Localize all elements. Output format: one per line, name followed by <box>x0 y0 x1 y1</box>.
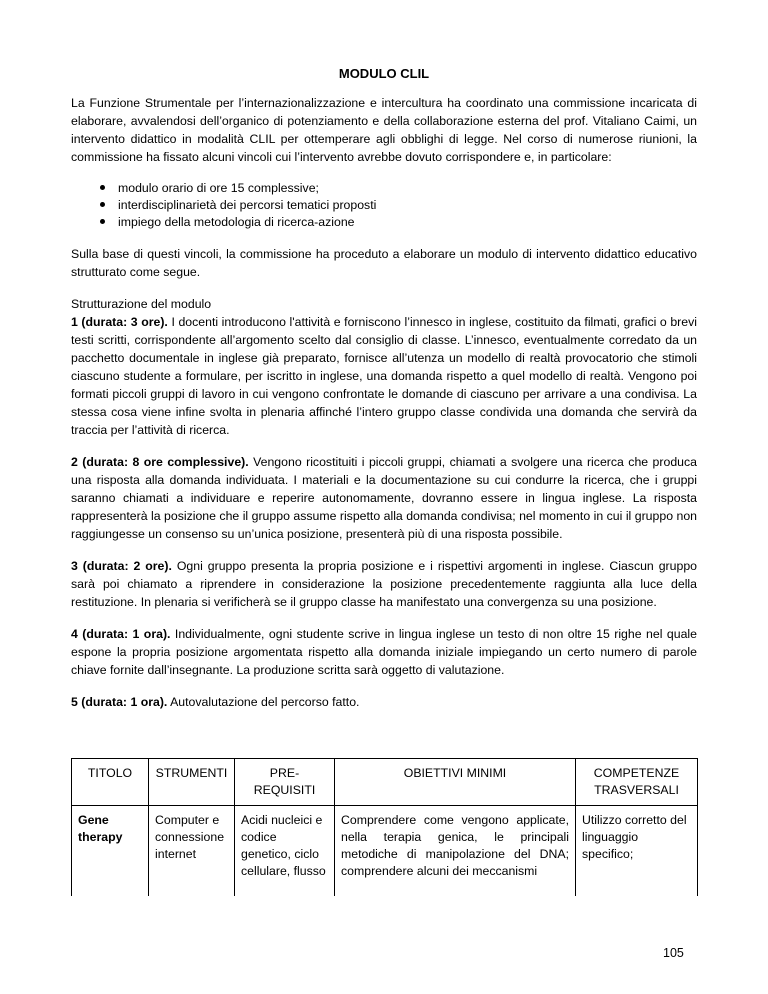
header-titolo: TITOLO <box>72 759 149 806</box>
cell-prerequisiti: Acidi nucleici e codice genetico, ciclo cellulare, flusso <box>235 806 335 897</box>
table-row <box>72 806 698 897</box>
cell-titolo: Gene therapy <box>72 806 149 897</box>
document-page <box>71 64 697 725</box>
intro-paragraph: La Funzione Strumentale per l’internazionalizzazione e intercultura ha coordinato una commissione incaricata di elaborare, avvalendosi dell’organico di potenziamento e della collaborazione esterna del prof. Vitaliano Caimi, un intervento didattico in modalità CLIL per ottemperare agli obblighi di legge. Nel corso di numerose riunioni, la commissione ha fissato alcuni vincoli cui l’intervento avrebbe dovuto corrispondere e, in particolare: <box>71 96 697 164</box>
bullet-icon <box>100 185 105 190</box>
step-4-paragraph <box>71 625 697 679</box>
cell-obiettivi: Comprendere come vengono applicate, nella terapia genica, le principali metodiche di manipolazione del DNA; comprendere alcuni dei meccanismi <box>335 806 576 897</box>
cell-strumenti: Computer e connessione internet <box>149 806 235 897</box>
header-competenze: COMPETENZE TRASVERSALI <box>576 759 698 806</box>
step-3-paragraph <box>71 557 697 611</box>
step-3-text: Ogni gruppo presenta la propria posizione e i rispettivi argomenti in inglese. Ciascun gruppo sarà poi chiamato a riprendere in considerazione la posizione precedentemente raggiunta alla luce della restituzione. In plenaria si verificherà se il gruppo classe ha manifestato una convergenza su una posizione. <box>71 559 697 609</box>
header-prerequisiti: PRE-REQUISITI <box>235 759 335 806</box>
header-obiettivi: OBIETTIVI MINIMI <box>335 759 576 806</box>
after-bullets-paragraph: Sulla base di questi vincoli, la commissione ha proceduto a elaborare un modulo di intervento didattico educativo strutturato come segue. <box>71 247 697 279</box>
header-strumenti: STRUMENTI <box>149 759 235 806</box>
table-header-row <box>72 759 698 806</box>
list-item: impiego della metodologia di ricerca-azione <box>71 214 697 231</box>
step-1-text: I docenti introducono l'attività e forniscono l’innesco in inglese, costituito da filmati, grafici o brevi testi scritti, corrispondente all’argomento scelto dal consiglio di classe. L’innesco, eventualmente corredato da un pacchetto documentale in inglese già preparato, fornisce all’utenza un modello di realtà provocatorio che stimoli ciascuno studente a formulare, per iscritto in inglese, una domanda rispetto a quel modello di realtà. Vengono poi formati piccoli gruppi di lavoro in cui vengono confrontate le domande di ciascuno per arrivare a una condivisa. La stessa cosa viene infine svolta in plenaria affinché l’intero gruppo classe condivida una domanda che servirà da traccia per l’attività di ricerca. <box>71 315 697 437</box>
list-item: interdisciplinarietà dei percorsi tematici proposti <box>71 197 697 214</box>
structure-heading: Strutturazione del modulo <box>71 297 212 311</box>
step-4-text: Individualmente, ogni studente scrive in lingua inglese un testo di non oltre 15 righe nel quale espone la propria posizione argomentata rispetto alla domanda iniziale impiegando un certo numero di parole chiave fornite dall’insegnante. La produzione scritta sarà oggetto di valutazione. <box>71 627 697 677</box>
module-table <box>71 758 698 896</box>
step-1-paragraph <box>71 313 697 439</box>
step-1-lead: 1 (durata: 3 ore). <box>71 315 168 329</box>
step-3-lead: 3 (durata: 2 ore). <box>71 559 172 573</box>
step-2-lead: 2 (durata: 8 ore complessive). <box>71 455 249 469</box>
step-5-text: Autovalutazione del percorso fatto. <box>167 695 360 709</box>
cell-competenze: Utilizzo corretto del linguaggio specifico; <box>576 806 698 897</box>
step-4-lead: 4 (durata: 1 ora). <box>71 627 171 641</box>
constraints-list <box>71 180 697 231</box>
list-item: modulo orario di ore 15 complessive; <box>71 180 697 197</box>
step-2-paragraph <box>71 453 697 543</box>
page-number: 105 <box>663 946 684 960</box>
step-5-paragraph <box>71 693 697 711</box>
document-title: MODULO CLIL <box>338 66 430 81</box>
bullet-icon <box>100 219 105 224</box>
step-5-lead: 5 (durata: 1 ora). <box>71 695 168 709</box>
bullet-icon <box>100 202 105 207</box>
step-2-text: Vengono ricostituiti i piccoli gruppi, chiamati a svolgere una ricerca che produca una risposta alla domanda individuata. I materiali e la documentazione su cui condurre la ricerca, che i gruppi saranno chiamati a individuare e reperire autonomamente, dovranno essere in lingua inglese. La risposta rappresenterà la posizione che il gruppo assume rispetto alla domanda condivisa; nel momento in cui il gruppo non raggiungesse un consenso su un’unica posizione, presenterà più di una risposta possibile. <box>71 455 697 541</box>
